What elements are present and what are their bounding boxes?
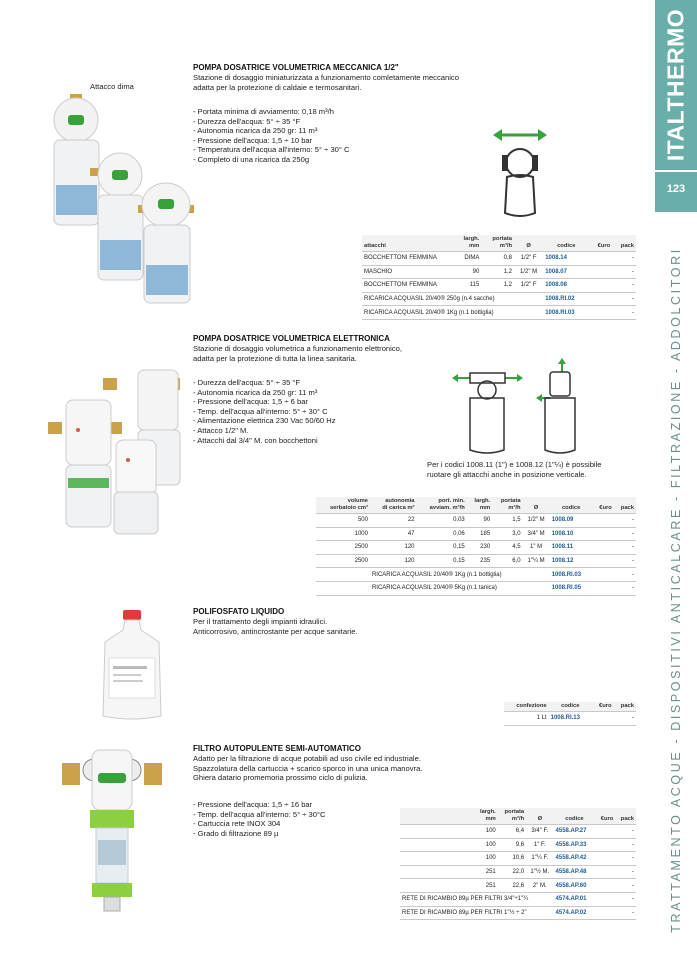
sidebar [655,0,697,978]
product-4-table [400,808,636,920]
table-row [362,292,636,306]
product-1-desc: Stazione di dosaggio miniaturizzata a funzionamento comletamente meccanico adatta per la protezione di caldaie e termosanitari. [193,73,459,92]
header-codice: codice [543,235,589,252]
product-1-diagram [485,125,555,225]
cell-larghezza: 230 [467,541,492,555]
product-2-title: POMPA DOSATRICE VOLUMETRICA ELETTRONICA [193,334,390,343]
cell-volume: 500 [316,514,370,528]
cell-codice: 1008.10 [550,527,593,541]
table-row [316,541,636,555]
header-pack: pack [612,235,636,252]
cell-portata: 6,0 [492,554,522,568]
cell-volume: 1000 [316,527,370,541]
cell-euro [593,554,614,568]
header-euro: €uro [592,702,614,712]
cell-codice: 1008.RI.13 [549,712,592,726]
cell-pack: - [612,252,636,266]
cell-codice: 1008.12 [550,554,593,568]
cell-codice: 4558.AP.48 [554,865,596,879]
product-3-title: POLIFOSFATO LIQUIDO [193,607,285,616]
cell-larghezza: 185 [467,527,492,541]
cell-rete-ricambio: RETE DI RICAMBIO 89µ PER FILTRI 1"½ ÷ 2" [400,906,554,920]
cell-euro [595,865,615,879]
cell-larghezza: 235 [467,554,492,568]
cell-pack: - [615,865,636,879]
cell-euro [595,852,615,866]
header-larghezza: largh. mm [474,808,498,825]
header-confezione: confezione [504,702,549,712]
cell-euro [593,514,614,528]
cell-ricarica: RICARICA ACQUASIL 20/40® 1Kg (n.1 bottiglia) [370,568,550,582]
header-portata-min: port. min. avviam. m³/h [417,497,467,514]
header-volume: volume serbatoio cm³ [316,497,370,514]
header-diametro: Ø [523,497,550,514]
table-row [362,306,636,320]
cell-diametro: 1"¼ F. [526,852,553,866]
table-row [316,554,636,568]
cell-euro [593,568,614,582]
cell-codice: 4574.AP.01 [554,892,596,906]
cell-attacchi: BOCCHETTONI FEMMINA [362,252,454,266]
product-4-image [62,745,162,915]
table-row [504,712,636,726]
cell-larghezza: 90 [454,265,481,279]
cell-pack: - [614,568,636,582]
cell-pack: - [612,292,636,306]
cell-diametro: 1" M [523,541,550,555]
cell-portata: 1,5 [492,514,522,528]
header-larghezza: largh. mm [467,497,492,514]
product-2-desc: Stazione di dosaggio volumetrica a funzionamento elettronico, adatta per la protezione di tutta la linea sanitaria. [193,344,402,363]
cell-pack: - [614,554,636,568]
cell-volume: 2500 [316,554,370,568]
cell-euro [589,306,612,320]
table-row [400,906,636,920]
header-autonomia: autonomia di carica m³ [370,497,417,514]
product-2-note: Per i codici 1008.11 (1") e 1008.12 (1"¼) è possibile ruotare gli attacchi anche in posizione verticale. [427,460,602,479]
cell-pack: - [615,906,636,920]
cell-diametro: 1"¼ M [523,554,550,568]
cell-diametro: 1/2" F [514,279,543,293]
cell-euro [593,581,614,595]
header-portata: portata m³/h [498,808,526,825]
category-title: TRATTAMENTO ACQUE - DISPOSITIVI ANTICALCARE - FILTRAZIONE - ADDOLCITORI [669,247,683,933]
cell-codice: 1008.08 [543,279,589,293]
cell-autonomia: 22 [370,514,417,528]
cell-codice: 4558.AP.42 [554,852,596,866]
cell-diametro: 3/4" F. [526,825,553,839]
cell-codice: 1008.RI.03 [543,306,589,320]
cell-diametro: 1"½ M. [526,865,553,879]
cell-portata-min: 0,15 [417,541,467,555]
product-1-bullets: - Portata minima di avviamento: 0,18 m³/h - Durezza dell'acqua: 5° ÷ 35 °F - Autonomia ricarica da 250 gr: 11 m³ - Pressione dell'acqua: 1,5 ÷ 10 bar - Temperatura dell'acqua all'interno: 5° ÷ 30° C - Completo di una ricarica da 250g [193,107,350,164]
table-row [362,265,636,279]
cell-larghezza: 251 [474,865,498,879]
table-row [316,568,636,582]
cell-pack: - [615,838,636,852]
cell-larghezza: 251 [474,879,498,893]
product-2-table [316,497,636,596]
cell-pack: - [615,879,636,893]
cell-larghezza: 100 [474,852,498,866]
table-row [362,252,636,266]
cell-diametro: 1/2" M [523,514,550,528]
cell-pack: - [615,852,636,866]
cell-ricarica: RICARICA ACQUASIL 20/40® 1Kg (n.1 bottiglia) [362,306,543,320]
table-row [316,581,636,595]
table-row [400,852,636,866]
cell-euro [593,527,614,541]
cell-portata-min: 0,03 [417,514,467,528]
cell-volume: 2500 [316,541,370,555]
product-4-bullets: - Pressione dell'acqua: 1,5 ÷ 16 bar - Temp. dell'acqua all'interno: 5° ÷ 30°C - Cartuccia rete INOX 304 - Grado di filtrazione 89 µ [193,800,326,838]
cell-codice: 4558.AP.33 [554,838,596,852]
cell-portata: 6,4 [498,825,526,839]
table-row [400,879,636,893]
cell-pack: - [615,892,636,906]
cell-codice: 1008.14 [543,252,589,266]
cell-diametro: 1/2" M [514,265,543,279]
header-pack: pack [614,702,636,712]
cell-ricarica: RICARICA ACQUASIL 20/40® 250g (n.4 sacche) [362,292,543,306]
cell-euro [589,265,612,279]
cell-autonomia: 120 [370,541,417,555]
cell-ricarica: RICARICA ACQUASIL 20/40® 5Kg (n.1 tanica) [370,581,550,595]
table-row [400,892,636,906]
table-row [316,514,636,528]
cell-codice: 4574.AP.02 [554,906,596,920]
cell-portata-min: 0,15 [417,554,467,568]
cell-confezione: 1 Lt [504,712,549,726]
cell-diametro: 1/2" F [514,252,543,266]
cell-euro [592,712,614,726]
cell-codice: 1008.11 [550,541,593,555]
product-3-desc: Per il trattamento degli impianti idraulici. Anticorrosivo, antincrostante per acque sanitarie. [193,617,358,636]
brand-band [655,0,697,170]
header-diametro: Ø [526,808,553,825]
cell-autonomia: 47 [370,527,417,541]
table-row [400,865,636,879]
cell-larghezza: 100 [474,825,498,839]
cell-codice: 4558.AP.27 [554,825,596,839]
table-row [362,279,636,293]
cell-autonomia: 120 [370,554,417,568]
cell-portata: 22,6 [498,879,526,893]
cell-euro [595,838,615,852]
cell-larghezza: DIMA [454,252,481,266]
cell-portata: 4,5 [492,541,522,555]
header-pack: pack [615,808,636,825]
product-1-image [50,80,195,305]
cell-euro [589,252,612,266]
header-diametro: Ø [514,235,543,252]
cell-diametro: 2" M. [526,879,553,893]
cell-rete-ricambio: RETE DI RICAMBIO 89µ PER FILTRI 3/4"÷1"¼ [400,892,554,906]
cell-portata: 9,6 [498,838,526,852]
cell-pack: - [612,279,636,293]
cell-diametro: 1" F. [526,838,553,852]
cell-diametro: 3/4" M [523,527,550,541]
cell-portata: 22,0 [498,865,526,879]
cell-euro [595,825,615,839]
cell-portata: 10,6 [498,852,526,866]
table-row [400,838,636,852]
cell-portata: 1,2 [481,265,514,279]
cell-larghezza: 90 [467,514,492,528]
cell-euro [589,279,612,293]
cell-euro [593,541,614,555]
cell-portata: 0,8 [481,252,514,266]
product-1-table [362,235,636,320]
header-attacchi: attacchi [362,235,454,252]
product-3-table [504,702,636,726]
cell-codice: 1008.RI.02 [543,292,589,306]
cell-pack: - [614,541,636,555]
cell-portata: 3,0 [492,527,522,541]
table-row [316,527,636,541]
table-row [400,825,636,839]
header-codice: codice [549,702,592,712]
product-2-diagram [450,358,580,458]
cell-codice: 1008.09 [550,514,593,528]
attacco-dima-caption: Attacco dima [90,82,134,91]
header-pack: pack [614,497,636,514]
page-number: 123 [655,170,697,212]
product-1-title: POMPA DOSATRICE VOLUMETRICA MECCANICA 1/2" [193,63,399,72]
brand-name: ITALTHERMO [662,8,689,162]
header-codice: codice [554,808,596,825]
cell-pack: - [614,581,636,595]
cell-larghezza: 100 [474,838,498,852]
product-3-image [95,608,170,723]
cell-pack: - [615,825,636,839]
cell-pack: - [612,306,636,320]
cell-pack: - [614,514,636,528]
product-2-bullets: - Durezza dell'acqua: 5° ÷ 35 °F - Autonomia ricarica da 250 gr: 11 m³ - Pressione dell'acqua: 1,5 ÷ 6 bar - Temp. dell'acqua all'interno: 5° ÷ 30° C - Alimentazione elettrica 230 Vac 50/60 Hz - Attacco 1/2" M. - Attacchi dal 3/4" M. con bocchettoni [193,378,336,445]
cell-codice: 4558.AP.60 [554,879,596,893]
cell-euro [589,292,612,306]
cell-euro [595,879,615,893]
header-codice: codice [550,497,593,514]
cell-codice: 1008.07 [543,265,589,279]
cell-portata-min: 0,06 [417,527,467,541]
header-larghezza: largh. mm [454,235,481,252]
header-portata: portata m³/h [481,235,514,252]
cell-pack: - [612,265,636,279]
cell-codice: 1008.RI.03 [550,568,593,582]
cell-portata: 1,2 [481,279,514,293]
cell-attacchi: MASCHIO [362,265,454,279]
header-euro: €uro [593,497,614,514]
cell-euro [595,906,615,920]
cell-euro [595,892,615,906]
cell-pack: - [614,527,636,541]
cell-codice: 1008.RI.05 [550,581,593,595]
cell-pack: - [614,712,636,726]
header-euro: €uro [589,235,612,252]
product-2-image [48,360,188,535]
cell-larghezza: 115 [454,279,481,293]
product-4-desc: Adatto per la filtrazione di acque potabili ad uso civile ed industriale. Spazzolatura della cartuccia + scarico sporco in una unica manovra. Ghiera datario promemoria prossimo ciclo di pulizia. [193,754,423,783]
header-portata: portata m³/h [492,497,522,514]
cell-attacchi: BOCCHETTONI FEMMINA [362,279,454,293]
product-4-title: FILTRO AUTOPULENTE SEMI-AUTOMATICO [193,744,361,753]
header-euro: €uro [595,808,615,825]
